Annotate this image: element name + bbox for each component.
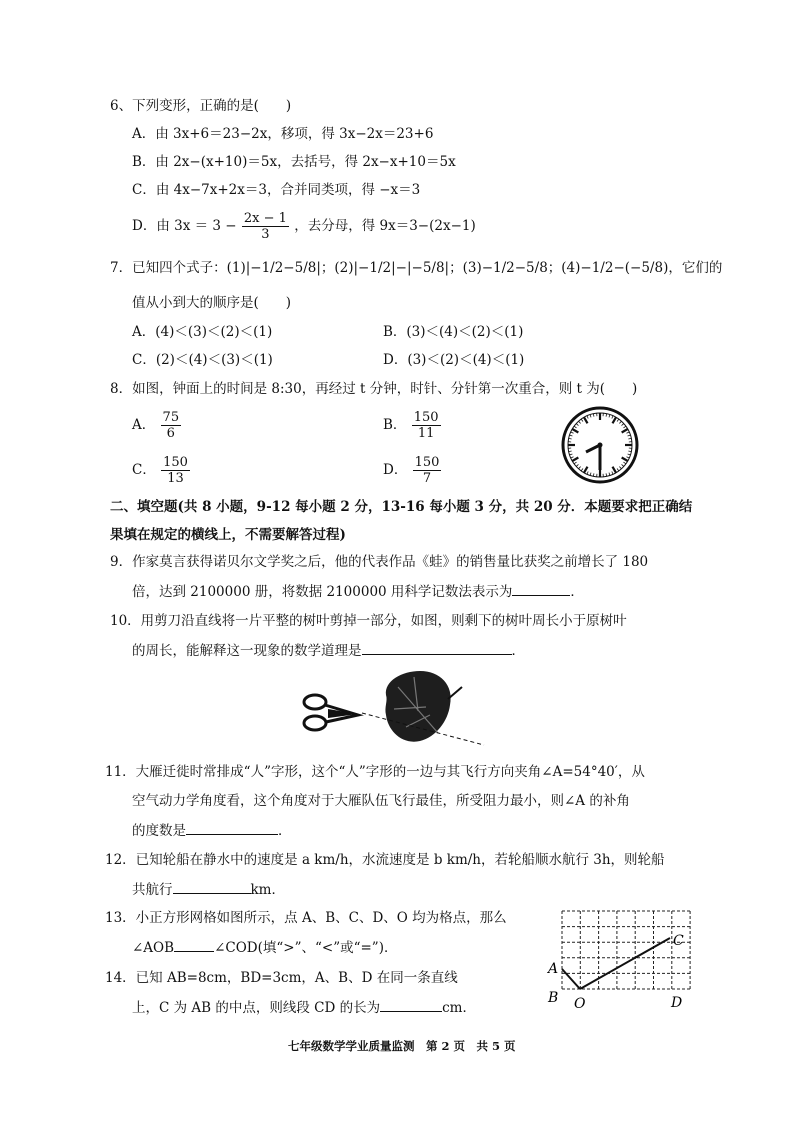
- answer-blank[interactable]: [173, 879, 251, 894]
- q6-option-d-post: ，去分母，得 9x＝3−(2x−1): [294, 218, 476, 234]
- q7-option-b: B．(3)＜(4)＜(2)＜(1): [383, 324, 524, 340]
- q10-line2-text: 的周长，能解释这一现象的数学道理是: [132, 643, 362, 659]
- q8-option-d: [383, 450, 442, 490]
- q8-option-a-label: A．: [132, 417, 156, 433]
- q12-line2: [132, 879, 285, 900]
- grid-figure: [540, 903, 700, 1013]
- segment-ao: [562, 969, 580, 989]
- q9-line2: [132, 581, 584, 602]
- q9-line1: 9．作家莫言获得诺贝尔文学奖之后，他的代表作品《蛙》的销售量比获奖之前增长了 180: [110, 554, 649, 570]
- q13-line2-post: ∠COD(填“>”、“<”或“=”)．: [214, 940, 398, 956]
- point-label-a: A: [548, 961, 559, 977]
- grid-lines: [562, 911, 690, 989]
- q13-line2-pre: ∠AOB: [132, 940, 175, 956]
- q8-option-d-label: D．: [383, 462, 408, 478]
- q14-line1: 14．已知 AB=8cm，BD=3cm，A、B、D 在同一条直线: [105, 970, 458, 986]
- q10-line1: 10．用剪刀沿直线将一片平整的树叶剪掉一部分，如图，则剩下的树叶周长小于原树叶: [110, 613, 627, 629]
- q8-stem: 8．如图，钟面上的时间是 8:30，再经过 t 分钟，时针、分针第一次重合，则 t 为( ): [110, 381, 638, 397]
- q14-line2-end: cm．: [442, 1000, 476, 1016]
- page-footer: 七年级数学学业质量监测 第 2 页 共 5 页: [288, 1039, 516, 1053]
- q6-stem: 6、下列变形，正确的是( ): [110, 98, 292, 114]
- q8-option-b-label: B．: [383, 417, 407, 433]
- q6-option-b: B．由 2x−(x+10)＝5x，去括号，得 2x−x+10＝5x: [132, 154, 456, 170]
- q7-line2: 值从小到大的顺序是( ): [132, 295, 292, 311]
- fraction-denominator: 3: [261, 227, 270, 242]
- q14-line2-text: 上，C 为 AB 的中点，则线段 CD 的长为: [132, 1000, 381, 1016]
- scissors-icon: [304, 695, 358, 730]
- fraction-numerator: 150: [163, 455, 188, 470]
- point-label-d: D: [671, 995, 683, 1011]
- q14-line2: [132, 997, 476, 1018]
- q11-line3-end: ．: [278, 823, 292, 839]
- q13-line2: [132, 937, 397, 958]
- q8-option-c: [132, 450, 191, 490]
- fraction-denominator: 13: [167, 471, 184, 486]
- q9-line2-end: ．: [570, 584, 584, 600]
- fraction-denominator: 7: [422, 471, 432, 486]
- section2-heading-line1: 二、填空题(共 8 小题，9-12 每小题 2 分，13-16 每小题 3 分，共 20 分．本题要求把正确结: [110, 499, 693, 515]
- q7-option-d: D．(3)＜(2)＜(4)＜(1): [383, 352, 525, 368]
- q10-line2-end: ．: [511, 643, 525, 659]
- answer-blank[interactable]: [186, 820, 278, 835]
- q11-line2: 空气动力学角度看，这个角度对于大雁队伍飞行最佳，所受阻力最小，则∠A 的补角: [132, 793, 630, 809]
- q7-option-a: A．(4)＜(3)＜(2)＜(1): [132, 324, 273, 340]
- scissors-leaf-figure: [298, 665, 488, 750]
- q11-line3: [132, 820, 292, 841]
- fraction-denominator: 11: [417, 426, 435, 441]
- q6-option-d: [132, 208, 476, 244]
- fraction-numerator: 150: [413, 410, 439, 425]
- q6-option-a: A．由 3x+6＝23−2x，移项，得 3x−2x＝23+6: [132, 126, 434, 142]
- q7-line1: 7．已知四个式子：(1)|−1/2−5/8|；(2)|−1/2|−|−5/8|；(3)−1/2−5/8；(4)−1/2−(−5/8)，它们的: [110, 260, 723, 276]
- point-label-o: O: [574, 996, 586, 1012]
- q12-line1: 12．已知轮船在静水中的速度是 a km/h，水流速度是 b km/h，若轮船顺水航行 3h，则轮船: [105, 852, 665, 868]
- answer-blank[interactable]: [362, 640, 512, 655]
- answer-blank[interactable]: [380, 997, 442, 1012]
- point-label-b: B: [548, 990, 559, 1006]
- q13-line1: 13．小正方形网格如图所示，点 A、B、C、D、O 均为格点，那么: [105, 910, 507, 926]
- point-label-c: C: [673, 933, 684, 949]
- fraction-numerator: 2x − 1: [243, 211, 287, 226]
- fraction-denominator: 6: [166, 426, 175, 441]
- section2-heading-line2: 果填在规定的横线上，不需要解答过程): [110, 527, 346, 543]
- q11-line1: 11．大雁迁徙时常排成“人”字形，这个“人”字形的一边与其飞行方向夹角∠A=54°40′，从: [105, 764, 645, 780]
- q12-line2-end: km．: [250, 882, 285, 898]
- q6-option-d-pre: D．由 3x ＝ 3 −: [132, 218, 237, 234]
- q9-line2-text: 倍，达到 2100000 册，将数据 2100000 用科学记数法表示为: [132, 584, 513, 600]
- segment-oc: [580, 938, 670, 989]
- q10-line2: [132, 640, 525, 661]
- q8-option-a: [132, 405, 182, 445]
- answer-blank[interactable]: [174, 937, 214, 952]
- q7-option-c: C．(2)＜(4)＜(3)＜(1): [132, 352, 273, 368]
- fraction-numerator: 150: [414, 455, 440, 470]
- q6-option-c: C．由 4x−7x+2x＝3，合并同类项，得 −x＝3: [132, 182, 421, 198]
- q8-option-c-label: C．: [132, 462, 156, 478]
- leaf-icon: [385, 671, 462, 742]
- q12-line2-text: 共航行: [132, 882, 173, 898]
- q6-option-d-fraction: [242, 211, 289, 242]
- clock-figure: [560, 405, 640, 485]
- fraction-numerator: 75: [162, 410, 180, 425]
- answer-blank[interactable]: [512, 581, 570, 596]
- q11-line3-text: 的度数是: [132, 823, 186, 839]
- q8-option-b: [383, 405, 442, 445]
